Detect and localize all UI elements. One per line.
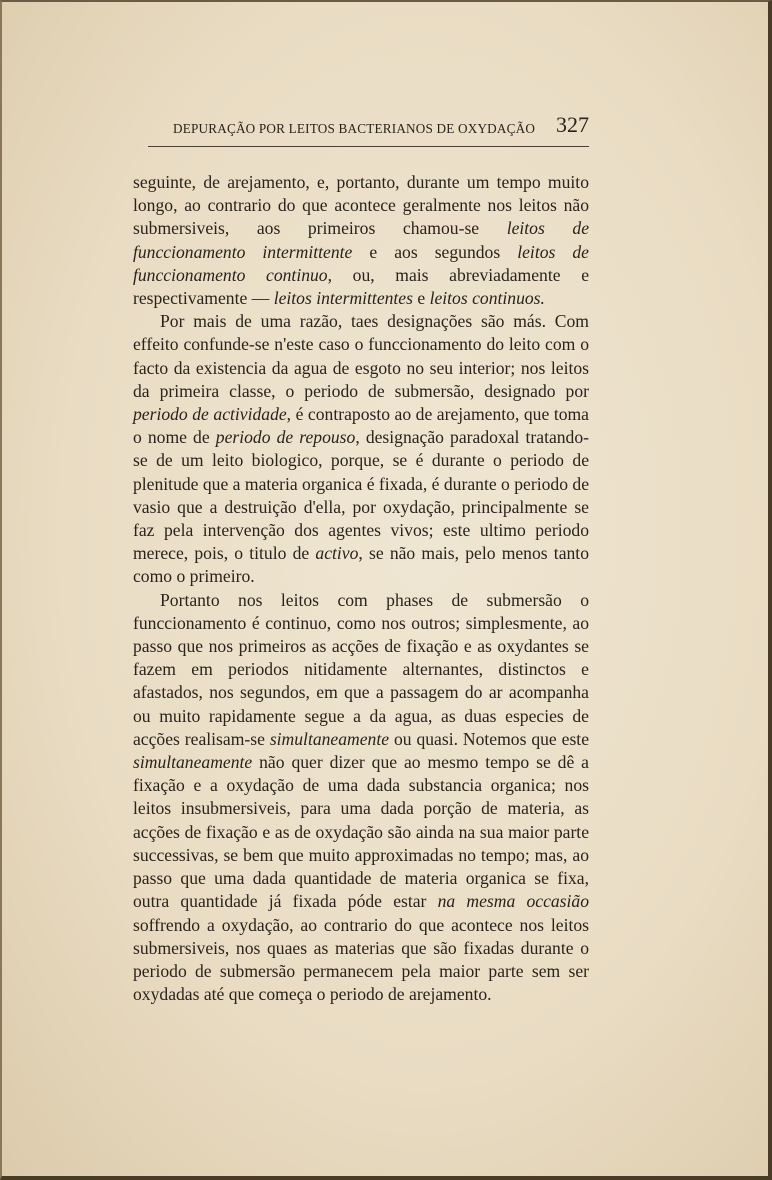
italic-run: na mesma occasião	[437, 891, 590, 912]
italic-run: periodo de actividade	[133, 404, 287, 425]
paragraph-2	[133, 310, 589, 588]
text-run: e aos segundos	[352, 241, 518, 262]
running-header	[173, 112, 589, 146]
running-title: DEPURAÇÃO POR LEITOS BACTERIANOS DE OXYDAÇÃO	[173, 121, 536, 136]
text-run: Por mais de uma razão, taes designações são más. Com effeito confunde-se n'este caso o funccionamento do leito com o facto da existencia da agua de esgoto no seu interior; nos leitos da primeira classe, o periodo de submersão, designado por	[133, 311, 589, 401]
italic-run: leitos de funccionamento continuo	[133, 241, 589, 285]
italic-run: activo	[315, 543, 359, 564]
paragraph-1	[133, 171, 589, 310]
header-rule	[148, 146, 589, 147]
italic-run: simultaneamente	[269, 728, 390, 749]
paragraph-3	[133, 589, 589, 1007]
body-text	[133, 171, 589, 1006]
italic-run: leitos continuos.	[429, 288, 545, 309]
text-run: Portanto nos leitos com phases de submersão o funccionamento é continuo, como nos outros; simplesmente, ao passo que nos primeiros as acções de fixação e as oxydantes se fazem em periodos nitidamente alternantes, distinctos e afastados, nos segundos, em que a passagem do ar acompanha ou muito rapidamente segue a da agua, as duas especies de acções realisam-se	[133, 589, 589, 749]
text-run: , é contraposto ao de arejamento, que toma o nome de	[133, 404, 589, 448]
italic-run: simultaneamente	[133, 752, 253, 773]
italic-run: leitos de funccionamento intermittente	[133, 218, 590, 262]
text-run: seguinte, de arejamento, e, portanto, durante um tempo muito longo, ao contrario do que acontece geralmente nos leitos não submersiveis, aos primeiros chamou-se	[133, 172, 589, 239]
italic-run: periodo de repouso	[215, 427, 356, 448]
text-run: soffrendo a oxydação, ao contrario do que acontece nos leitos submersiveis, nos quaes as materias que são fixadas durante o periodo de submersão permanecem pela maior parte sem ser oxydadas até que começa o periodo de arejamento.	[133, 914, 589, 1005]
text-run: , designação paradoxal tratando-se de um leito biologico, porque, se é durante o periodo de plenitude que a materia organica é fixada, é durante o periodo de vasio que a destruição d'ella, por oxydação, principalmente se faz pela intervenção dos agentes vivos; este ultimo periodo merece, pois, o titulo de	[133, 427, 590, 564]
text-run: e	[412, 288, 430, 309]
text-run: , se não mais, pelo menos tanto como o primeiro.	[133, 543, 589, 587]
text-run: não quer dizer que ao mesmo tempo se dê a fixação e a oxydação de uma dada substancia organica; nos leitos insubmersiveis, para uma dada porção de materia, as acções de fixação e as de oxydação são ainda na sua maior parte successivas, se bem que muito approximadas no tempo; mas, ao passo que uma dada quantidade de materia organica se fixa, outra quantidade já fixada póde estar	[133, 752, 589, 912]
page-number: 327	[556, 112, 589, 137]
italic-run: leitos intermittentes	[273, 288, 413, 309]
text-run: ou quasi. Notemos que este	[389, 728, 589, 749]
text-run: , ou, mais abreviadamente e respectivamente —	[133, 264, 590, 309]
